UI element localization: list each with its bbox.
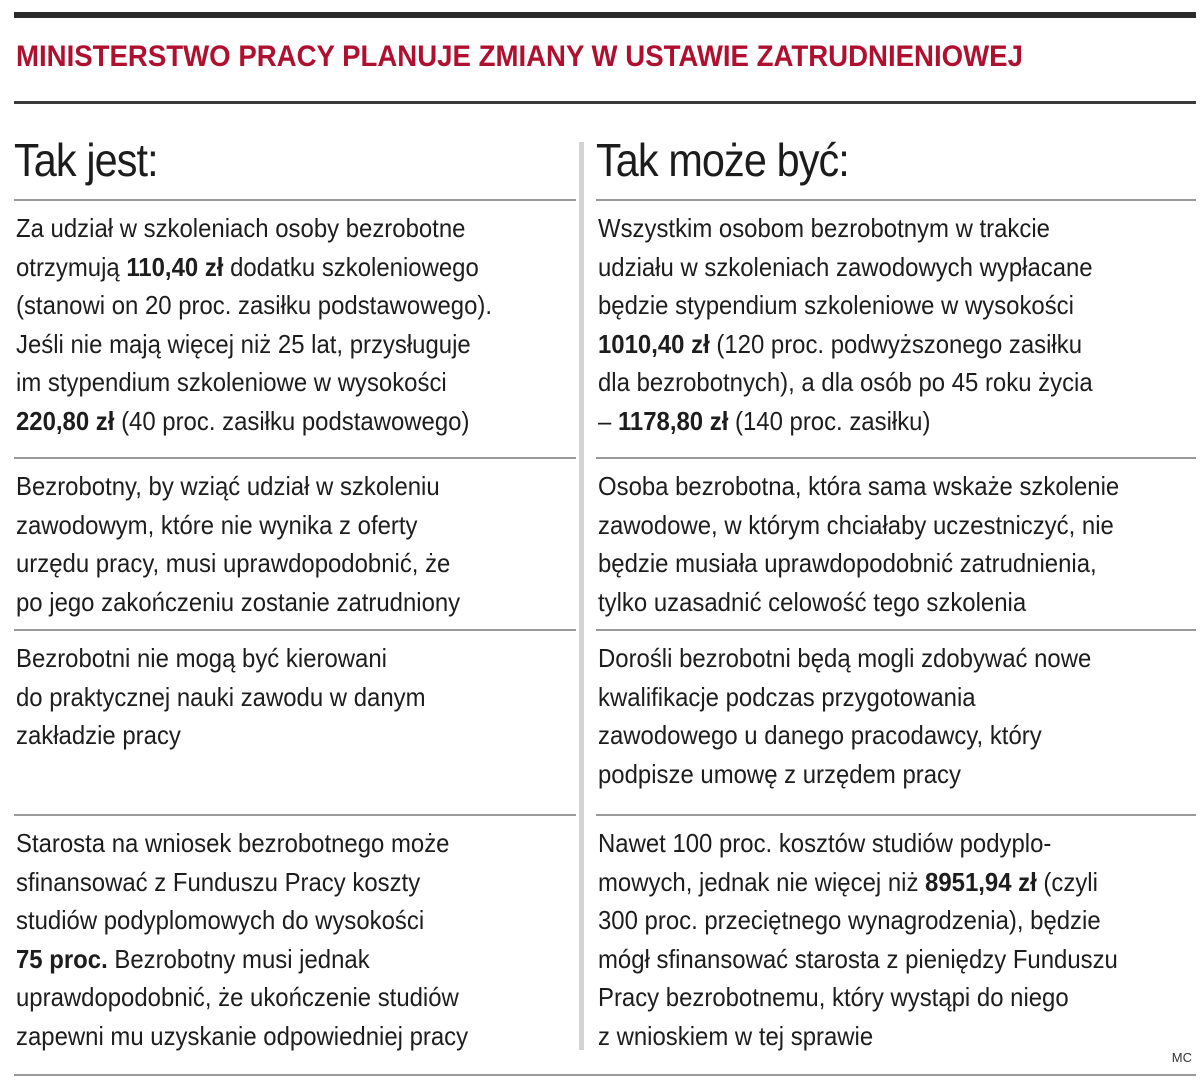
- current-row-4: [14, 816, 576, 1054]
- text-line: 220,80 zł (40 proc. zasiłku podstawowego): [16, 405, 470, 436]
- text-line: Starosta na wniosek bezrobotnego może: [16, 828, 450, 858]
- text-line: urzędu pracy, musi uprawdopodobnić, że: [16, 548, 451, 578]
- headline-rule: [14, 101, 1196, 104]
- text-line: po jego zakończeniu zostanie zatrudniony: [16, 586, 461, 617]
- text-line: z wnioskiem w tej sprawie: [598, 1020, 874, 1051]
- text-line: zapewni mu uzyskanie odpowiedniej pracy: [16, 1020, 469, 1051]
- proposed-row-2: [596, 459, 1196, 629]
- column-proposed: [596, 125, 1196, 1054]
- text-line: Bezrobotny, by wziąć udział w szkoleniu: [16, 471, 440, 501]
- text-line: – 1178,80 zł (140 proc. zasiłku): [598, 405, 931, 436]
- column-current: [14, 125, 576, 1054]
- text-line: otrzymują 110,40 zł dodatku szkoleniowego: [16, 251, 479, 282]
- text-line: zawodowe, w którym chciałaby uczestniczyć, nie: [598, 509, 1114, 540]
- text-line: mógł sfinansować starosta z pieniędzy Funduszu: [598, 943, 1118, 974]
- text-line: studiów podyplomowych do wysokości: [16, 905, 425, 935]
- text-line: kwalifikacje podczas przygotowania: [598, 681, 976, 712]
- text-line: 300 proc. przeciętnego wynagrodzenia), będzie: [598, 905, 1101, 935]
- current-row-2: [14, 459, 576, 629]
- text-line: Bezrobotni nie mogą być kierowani: [16, 643, 387, 673]
- text-line: sfinansować z Funduszu Pracy koszty: [16, 866, 421, 897]
- text-line: będzie musiała uprawdopodobnić zatrudnienia,: [598, 548, 1097, 578]
- text-line: Za udział w szkoleniach osoby bezrobotne: [16, 213, 466, 243]
- text-line: im stypendium szkoleniowe w wysokości: [16, 367, 447, 397]
- top-bar: [14, 12, 1196, 18]
- column-divider: [579, 142, 584, 1050]
- bold-amount: 220,80 zł: [16, 405, 115, 436]
- text-line: Osoba bezrobotna, która sama wskaże szkolenie: [598, 471, 1120, 501]
- text-line: 1010,40 zł (120 proc. podwyższonego zasiłku: [598, 328, 1083, 359]
- text-line: tylko uzasadnić celowość tego szkolenia: [598, 586, 1027, 617]
- text-line: udziału w szkoleniach zawodowych wypłacane: [598, 251, 1093, 282]
- proposed-row-4: [596, 816, 1196, 1054]
- current-row-1: [14, 201, 576, 457]
- bottom-rule: [14, 1074, 1196, 1076]
- text-line: Nawet 100 proc. kosztów studiów podyplo-: [598, 828, 1052, 858]
- bold-amount: 75 proc.: [16, 943, 108, 974]
- text-line: (stanowi on 20 proc. zasiłku podstawowego).: [16, 290, 492, 320]
- column-heading-proposed: Tak może być:: [596, 134, 849, 186]
- current-row-3: [14, 631, 576, 814]
- bold-amount: 1178,80 zł: [617, 405, 729, 436]
- text-line: uprawdopodobnić, że ukończenie studiów: [16, 982, 459, 1012]
- text-line: Dorośli bezrobotni będą mogli zdobywać nowe: [598, 643, 1092, 673]
- text-line: do praktycznej nauki zawodu w danym: [16, 681, 426, 712]
- proposed-row-3: [596, 631, 1196, 814]
- text-line: mowych, jednak nie więcej niż 8951,94 zł (czyli: [598, 866, 1098, 897]
- headline: MINISTERSTWO PRACY PLANUJE ZMIANY W USTAWIE ZATRUDNIENIOWEJ: [16, 40, 1023, 73]
- text-line: Wszystkim osobom bezrobotnym w trakcie: [598, 213, 1050, 243]
- text-line: podpisze umowę z urzędem pracy: [598, 758, 961, 789]
- text-line: zawodowym, które nie wynika z oferty: [16, 509, 418, 540]
- text-line: 75 proc. Bezrobotny musi jednak: [16, 943, 370, 974]
- text-line: dla bezrobotnych), a dla osób po 45 roku życia: [598, 367, 1093, 397]
- column-heading-current: Tak jest:: [14, 134, 158, 186]
- text-line: będzie stypendium szkoleniowe w wysokości: [598, 290, 1074, 320]
- credit: MC: [1171, 1050, 1192, 1065]
- text-line: zakładzie pracy: [16, 720, 181, 750]
- bold-amount: 110,40 zł: [126, 251, 224, 282]
- text-line: zawodowego u danego pracodawcy, który: [598, 720, 1042, 750]
- text-line: Jeśli nie mają więcej niż 25 lat, przysługuje: [16, 328, 471, 359]
- bold-amount: 1010,40 zł: [598, 328, 710, 359]
- proposed-row-1: [596, 201, 1196, 457]
- bold-amount: 8951,94 zł: [925, 866, 1037, 897]
- text-line: Pracy bezrobotnemu, który wystąpi do niego: [598, 982, 1069, 1012]
